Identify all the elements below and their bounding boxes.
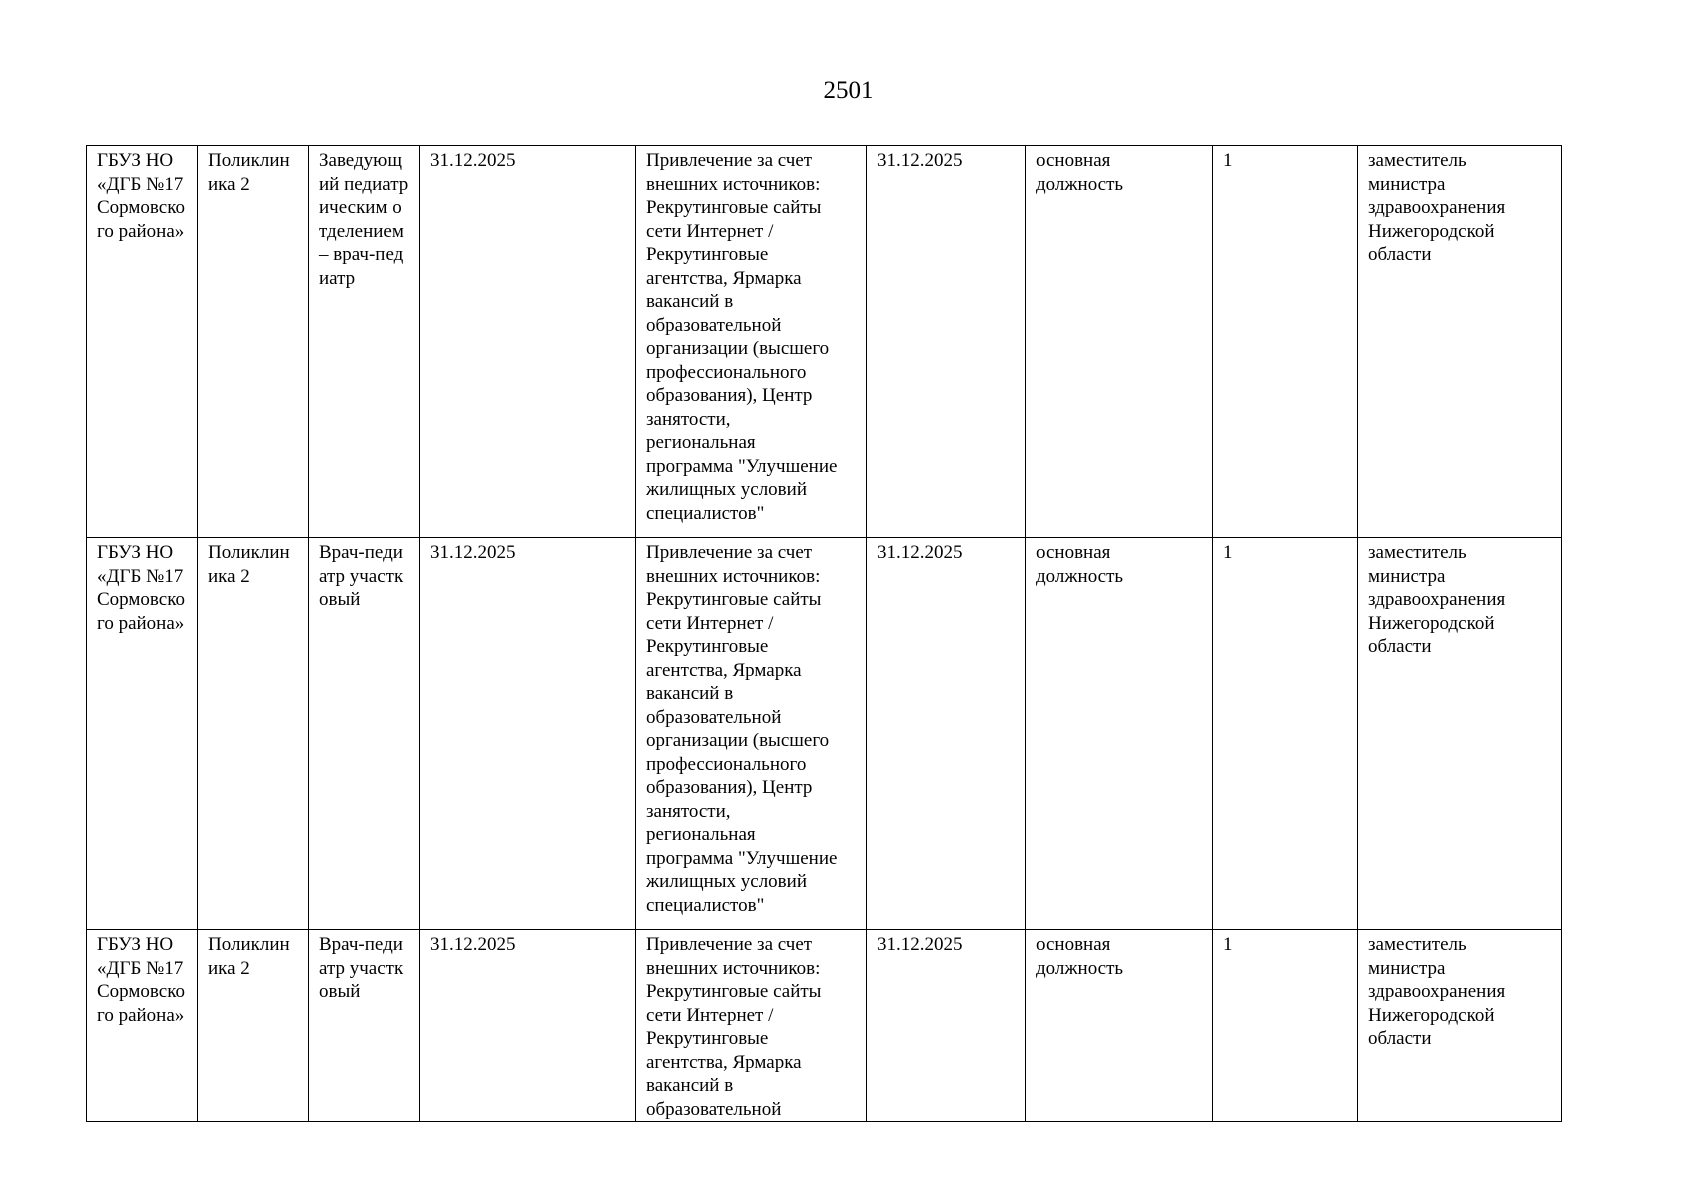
cell-date: 31.12.2025 [867, 146, 1026, 538]
cell-unit: Поликлиника 2 [198, 146, 309, 538]
cell-position-type: основная должность [1026, 538, 1213, 930]
cell-organization: ГБУЗ НО «ДГБ №17 Сормовского района» [87, 930, 198, 1122]
cell-procedure: Привлечение за счет внешних источников: Рекрутинговые сайты сети Интернет / Рекрутинговые агентства, Ярмарка вакансий в образовательной организации (высшего профессионального образования), Центр занятости, региональная программа "Улучшение жилищных условий специалистов" [636, 146, 867, 538]
cell-position: Заведующий педиатрическим отделением – врач-педиатр [309, 146, 420, 538]
cell-position-type: основная должность [1026, 146, 1213, 538]
cell-count: 1 [1213, 930, 1358, 1122]
cell-responsible: заместитель министра здравоохранения Нижегородской области [1358, 538, 1562, 930]
cell-position: Врач-педиатр участковый [309, 538, 420, 930]
cell-date: 31.12.2025 [867, 930, 1026, 1122]
table-row [87, 930, 1562, 1122]
cell-organization: ГБУЗ НО «ДГБ №17 Сормовского района» [87, 538, 198, 930]
cell-count: 1 [1213, 538, 1358, 930]
cell-organization: ГБУЗ НО «ДГБ №17 Сормовского района» [87, 146, 198, 538]
cell-responsible: заместитель министра здравоохранения Нижегородской области [1358, 930, 1562, 1122]
cell-date: 31.12.2025 [420, 930, 636, 1122]
cell-date: 31.12.2025 [420, 146, 636, 538]
cell-procedure: Привлечение за счет внешних источников: Рекрутинговые сайты сети Интернет / Рекрутинговые агентства, Ярмарка вакансий в образовательной [636, 930, 867, 1122]
page-number: 2501 [823, 77, 874, 104]
cell-count: 1 [1213, 146, 1358, 538]
cell-position-type: основная должность [1026, 930, 1213, 1122]
cell-unit: Поликлиника 2 [198, 538, 309, 930]
cell-date: 31.12.2025 [867, 538, 1026, 930]
cell-unit: Поликлиника 2 [198, 930, 309, 1122]
cell-position: Врач-педиатр участковый [309, 930, 420, 1122]
cell-date: 31.12.2025 [420, 538, 636, 930]
staffing-table [86, 145, 1562, 1122]
table-row [87, 538, 1562, 930]
cell-responsible: заместитель министра здравоохранения Нижегородской области [1358, 146, 1562, 538]
table-row [87, 146, 1562, 538]
cell-procedure: Привлечение за счет внешних источников: Рекрутинговые сайты сети Интернет / Рекрутинговые агентства, Ярмарка вакансий в образовательной организации (высшего профессионального образования), Центр занятости, региональная программа "Улучшение жилищных условий специалистов" [636, 538, 867, 930]
